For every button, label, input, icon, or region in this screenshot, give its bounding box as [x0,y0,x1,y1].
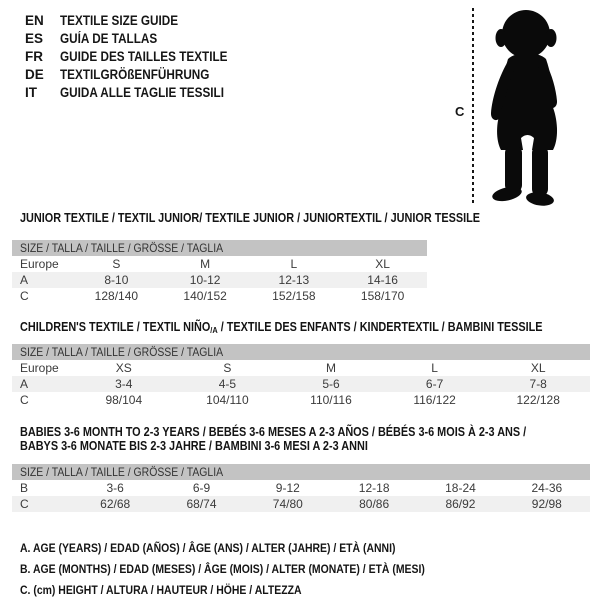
table-row [12,480,590,496]
language-code: EN [25,12,44,28]
heading-text: JUNIOR TEXTILE / TEXTIL JUNIOR/ TEXTILE JUNIOR / JUNIORTEXTIL / JUNIOR TESSILE [20,211,481,225]
list-item [25,29,253,47]
size-header-text: SIZE / TALLA / TAILLE / GRÖSSE / TAGLIA [20,465,224,479]
language-code: DE [25,66,44,82]
footnote-a [20,537,485,558]
table-row [12,496,590,512]
cell: 6-7 [383,376,487,392]
heading-line: BABIES 3-6 MONTH TO 2-3 YEARS / BEBÉS 3-6 MESES A 2-3 AÑOS / BÉBÉS 3-6 MOIS À 2-3 ANS / [20,425,527,439]
row-label: C [20,393,29,407]
footnote-c [20,579,485,600]
cell: XL [375,257,390,271]
cell: 92/98 [504,496,590,512]
size-header-text: SIZE / TALLA / TAILLE / GRÖSSE / TAGLIA [20,345,224,359]
height-measure-label: C [455,104,465,119]
heading-part: / TEXTILE DES ENFANTS / KINDERTEXTIL / BAMBINI TESSILE [217,320,543,334]
cell: L [290,257,298,271]
junior-size-table [12,240,427,304]
cell: S [112,257,121,271]
cell: 24-36 [531,481,563,495]
row-label: B [20,481,29,495]
table-row [12,376,590,392]
size-header-row [12,240,427,256]
cell: 4-5 [176,376,280,392]
footnote-text: B. AGE (MONTHS) / EDAD (MESES) / ÂGE (MOIS) / ALTER (MONATE) / ETÀ (MESI) [20,561,425,576]
children-size-table [12,344,590,408]
cell: 10-12 [161,272,250,288]
babies-section-heading [20,425,600,453]
cell: 86/92 [417,496,503,512]
babies-size-table [12,464,590,512]
cell: M [200,257,211,271]
cell: M [325,361,336,375]
cell: 98/104 [105,393,143,407]
cell: 3-6 [106,481,124,495]
list-item [25,47,253,65]
table-row [12,360,590,376]
size-header-cell [12,240,427,256]
size-header-row [12,464,590,480]
cell: 6-9 [192,481,211,495]
table-row [12,392,590,408]
guide-title: TEXTILE SIZE GUIDE [60,12,179,28]
row-label: A [12,272,72,288]
cell: 9-12 [275,481,300,495]
row-label: Europe [20,257,59,271]
cell: 110/116 [310,393,352,407]
heading-text [20,320,543,337]
cell: 14-16 [338,272,427,288]
heading-line: BABYS 3-6 MONATE BIS 2-3 JAHRE / BAMBINI 3-6 MESI A 2-3 ANNI [20,439,368,453]
row-label: A [12,376,72,392]
cell: 140/152 [183,289,227,303]
heading-subscript: /A [210,325,218,335]
cell: 74/80 [245,496,331,512]
row-label: C [12,496,72,512]
children-section-heading [20,320,600,337]
guide-title: GUIDA ALLE TAGLIE TESSILI [60,84,224,100]
cell: 122/128 [516,393,560,407]
cell: 104/110 [206,393,249,407]
cell: 116/122 [413,393,456,407]
cell: 12-18 [358,481,390,495]
footnote-text: C. (cm) HEIGHT / ALTURA / HAUTEUR / HÖHE / ALTEZZA [20,582,302,597]
cell: 152/158 [272,289,316,303]
footnote-b [20,558,485,579]
table-row [12,272,427,288]
heading-part: CHILDREN'S TEXTILE / TEXTIL NIÑO [20,320,211,334]
height-measure-dashed-line [472,8,474,206]
cell: XL [530,361,546,375]
cell: 18-24 [445,481,476,495]
language-code: ES [25,30,44,46]
list-item [25,11,253,29]
list-item [25,83,253,101]
guide-title: GUÍA DE TALLAS [60,30,158,46]
row-label: Europe [20,361,59,375]
language-code: FR [25,48,43,64]
cell: 8-10 [72,272,161,288]
cell: 62/68 [72,496,158,512]
cell: 5-6 [279,376,383,392]
cell: XS [115,361,132,375]
size-header-text: SIZE / TALLA / TAILLE / GRÖSSE / TAGLIA [20,241,224,255]
cell: 128/140 [94,289,139,303]
cell: S [223,361,232,375]
language-code: IT [25,84,37,100]
language-title-list [25,11,253,101]
cell: 12-13 [250,272,339,288]
cell: 80/86 [331,496,417,512]
guide-title: GUIDE DES TAILLES TEXTILE [60,48,228,64]
toddler-silhouette-icon [480,7,575,207]
row-label: C [20,289,29,303]
guide-title: TEXTILGRÖßENFÜHRUNG [60,66,210,82]
cell: 158/170 [360,289,405,303]
size-header-row [12,344,590,360]
table-row [12,288,427,304]
size-header-cell [12,344,590,360]
footnote-text: A. AGE (YEARS) / EDAD (AÑOS) / ÂGE (ANS) / ALTER (JAHRE) / ETÀ (ANNI) [20,540,396,555]
cell: L [431,361,438,375]
cell: 68/74 [158,496,244,512]
footnotes [20,537,485,600]
list-item [25,65,253,83]
junior-section-heading [20,211,549,225]
size-header-cell [12,464,590,480]
table-row [12,256,427,272]
cell: 3-4 [72,376,176,392]
cell: 7-8 [486,376,590,392]
